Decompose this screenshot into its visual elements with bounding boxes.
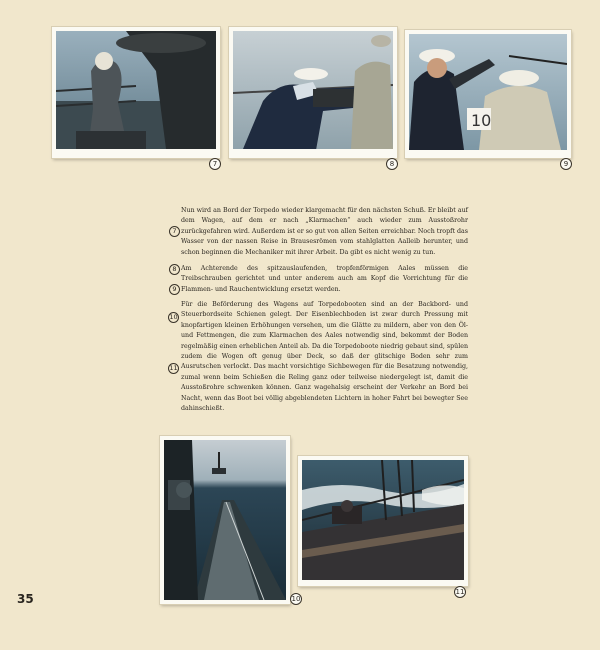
photo-9-image: [409, 34, 567, 150]
photo-11-number: 11: [455, 588, 465, 596]
paragraph-marker-11: 11: [169, 364, 178, 372]
photo-8-number: 8: [386, 158, 398, 170]
photo-11: [298, 456, 468, 596]
paragraph-marker-8: 8: [169, 264, 180, 275]
photo-7-image: [56, 31, 216, 149]
paragraph-marker-10: 10: [169, 313, 178, 321]
photo-8: [229, 27, 397, 168]
photo-9: [405, 30, 571, 168]
page-number: 35: [17, 592, 34, 606]
photo-10-number: 10: [291, 595, 301, 603]
photo-10-image: [164, 440, 286, 600]
svg-text:10: 10: [471, 111, 492, 130]
paragraph-marker-7: 7: [169, 226, 180, 237]
photo-7: [52, 27, 220, 168]
paragraph-3: Für die Beförderung des Wagens auf Torpedobooten sind an der Backbord- und Steuerbordseite Schienen gelegt. Der Eisenblechboden ist zwar durch Pressung mit knopfartigen kleinen Erhöhungen versehen, um die Glätte zu mildern, aber von den Öl- und Fettmengen, die zum Klarmachen des Aales notwendig sind, bekommt der Boden regelmäßig einen erheblichen Anteil ab. Da die Torpedoboote niedrig gebaut sind, spülen zudem die Wogen oft genug über Deck, so daß der glitschige Boden sehr zum Ausrutschen verlockt. Das macht vorsichtige Sichbewegen für die Besatzung notwendig, zumal wenn beim Schießen die Reling ganz oder teilweise niedergelegt ist, damit die Ausstoßrohre schwenken können. Ganz wagehalsig erscheint der Verkehr an Bord bei Nacht, wenn das Boot bei völlig abgeblendeten Lichtern in hoher Fahrt bei bewegter See dahinschießt.: [181, 301, 468, 413]
paragraph-1: Nun wird an Bord der Torpedo wieder klargemacht für den nächsten Schuß. Er bleibt auf dem Wagen, auf dem er nach „Klarmachen“ auch wieder zum Ausstoßrohr zurückgefahren wird. Außerdem ist er so gut von allen Seiten erreichbar. Noch tropft das Wasser von der nassen Reise in Brausesrömen vom stahlglatten Aalleib herunter, und schon beginnen die Mechaniker mit ihrer Arbeit. Da gibt es nicht wenig zu tun.: [181, 207, 468, 256]
photo-10: [160, 436, 301, 604]
photo-7-number: 7: [209, 158, 221, 170]
photo-8-image: [233, 31, 393, 149]
paragraph-2: Am Achterende des spitzauslaufenden, tropfenförmigen Aales müssen die Treibschrauben gerichtet und unter anderem auch am Kopf die Vorrichtung für die Flammen- und Rauchentwicklung ersetzt werden.: [181, 265, 468, 293]
photo-9-number: 9: [560, 158, 572, 170]
paragraph-marker-9: 9: [169, 284, 180, 295]
photo-11-image: [302, 460, 464, 580]
